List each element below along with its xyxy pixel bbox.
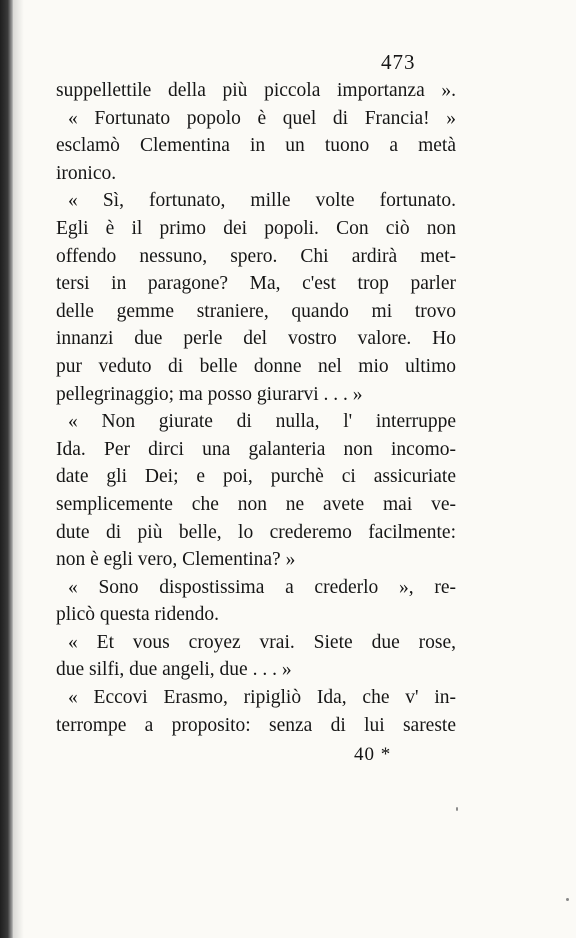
text-line: « Non giurate di nulla, l' interruppe [68,411,456,433]
text-line: pellegrinaggio; ma posso giurarvi . . . » [56,383,363,405]
text-line: semplicemente che non ne avete mai ve- [56,493,456,515]
text-line: « Eccovi Erasmo, ripigliò Ida, che v' in- [68,687,456,709]
text-line: due silfi, due angeli, due . . . » [56,659,292,681]
text-line: suppellettile della più piccola importanza ». [56,80,456,101]
text-line: Ida. Per dirci una galanteria non incomo- [56,438,456,460]
page-number: 473 [381,50,416,74]
book-binding-edge [0,0,14,938]
text-line: non è egli vero, Clementina? » [56,549,296,571]
text-line: ironico. [56,162,117,184]
text-line: plicò questa ridendo. [56,604,219,626]
text-line: delle gemme straniere, quando mi trovo [56,300,456,322]
text-line: tersi in paragone? Ma, c'est trop parler [56,273,456,295]
text-line: « Sì, fortunato, mille volte fortunato. [68,190,456,212]
text-line: pur veduto di belle donne nel mio ultimo [56,355,456,377]
text-line: Egli è il primo dei popoli. Con ciò non [56,217,456,239]
page-body-text [56,77,456,739]
text-line: esclamò Clementina in un tuono a metà [56,135,456,157]
binding-shadow [14,0,24,938]
text-line: « Sono dispostissima a crederlo », re- [68,576,456,598]
text-line: date gli Dei; e poi, purchè ci assicuriate [56,466,456,488]
paper-speck [456,807,458,811]
paper-speck [566,898,569,901]
text-line: innanzi due perle del vostro valore. Ho [56,328,456,350]
text-line: dute di più belle, lo crederemo facilmente: [56,521,456,543]
text-line: « Fortunato popolo è quel di Francia! » [68,107,456,129]
text-line: offendo nessuno, spero. Chi ardirà met- [56,245,456,267]
printer-signature-mark: 40 * [354,744,392,765]
text-line: « Et vous croyez vrai. Siete due rose, [68,631,456,653]
text-line: terrompe a proposito: senza di lui sareste [56,714,456,736]
